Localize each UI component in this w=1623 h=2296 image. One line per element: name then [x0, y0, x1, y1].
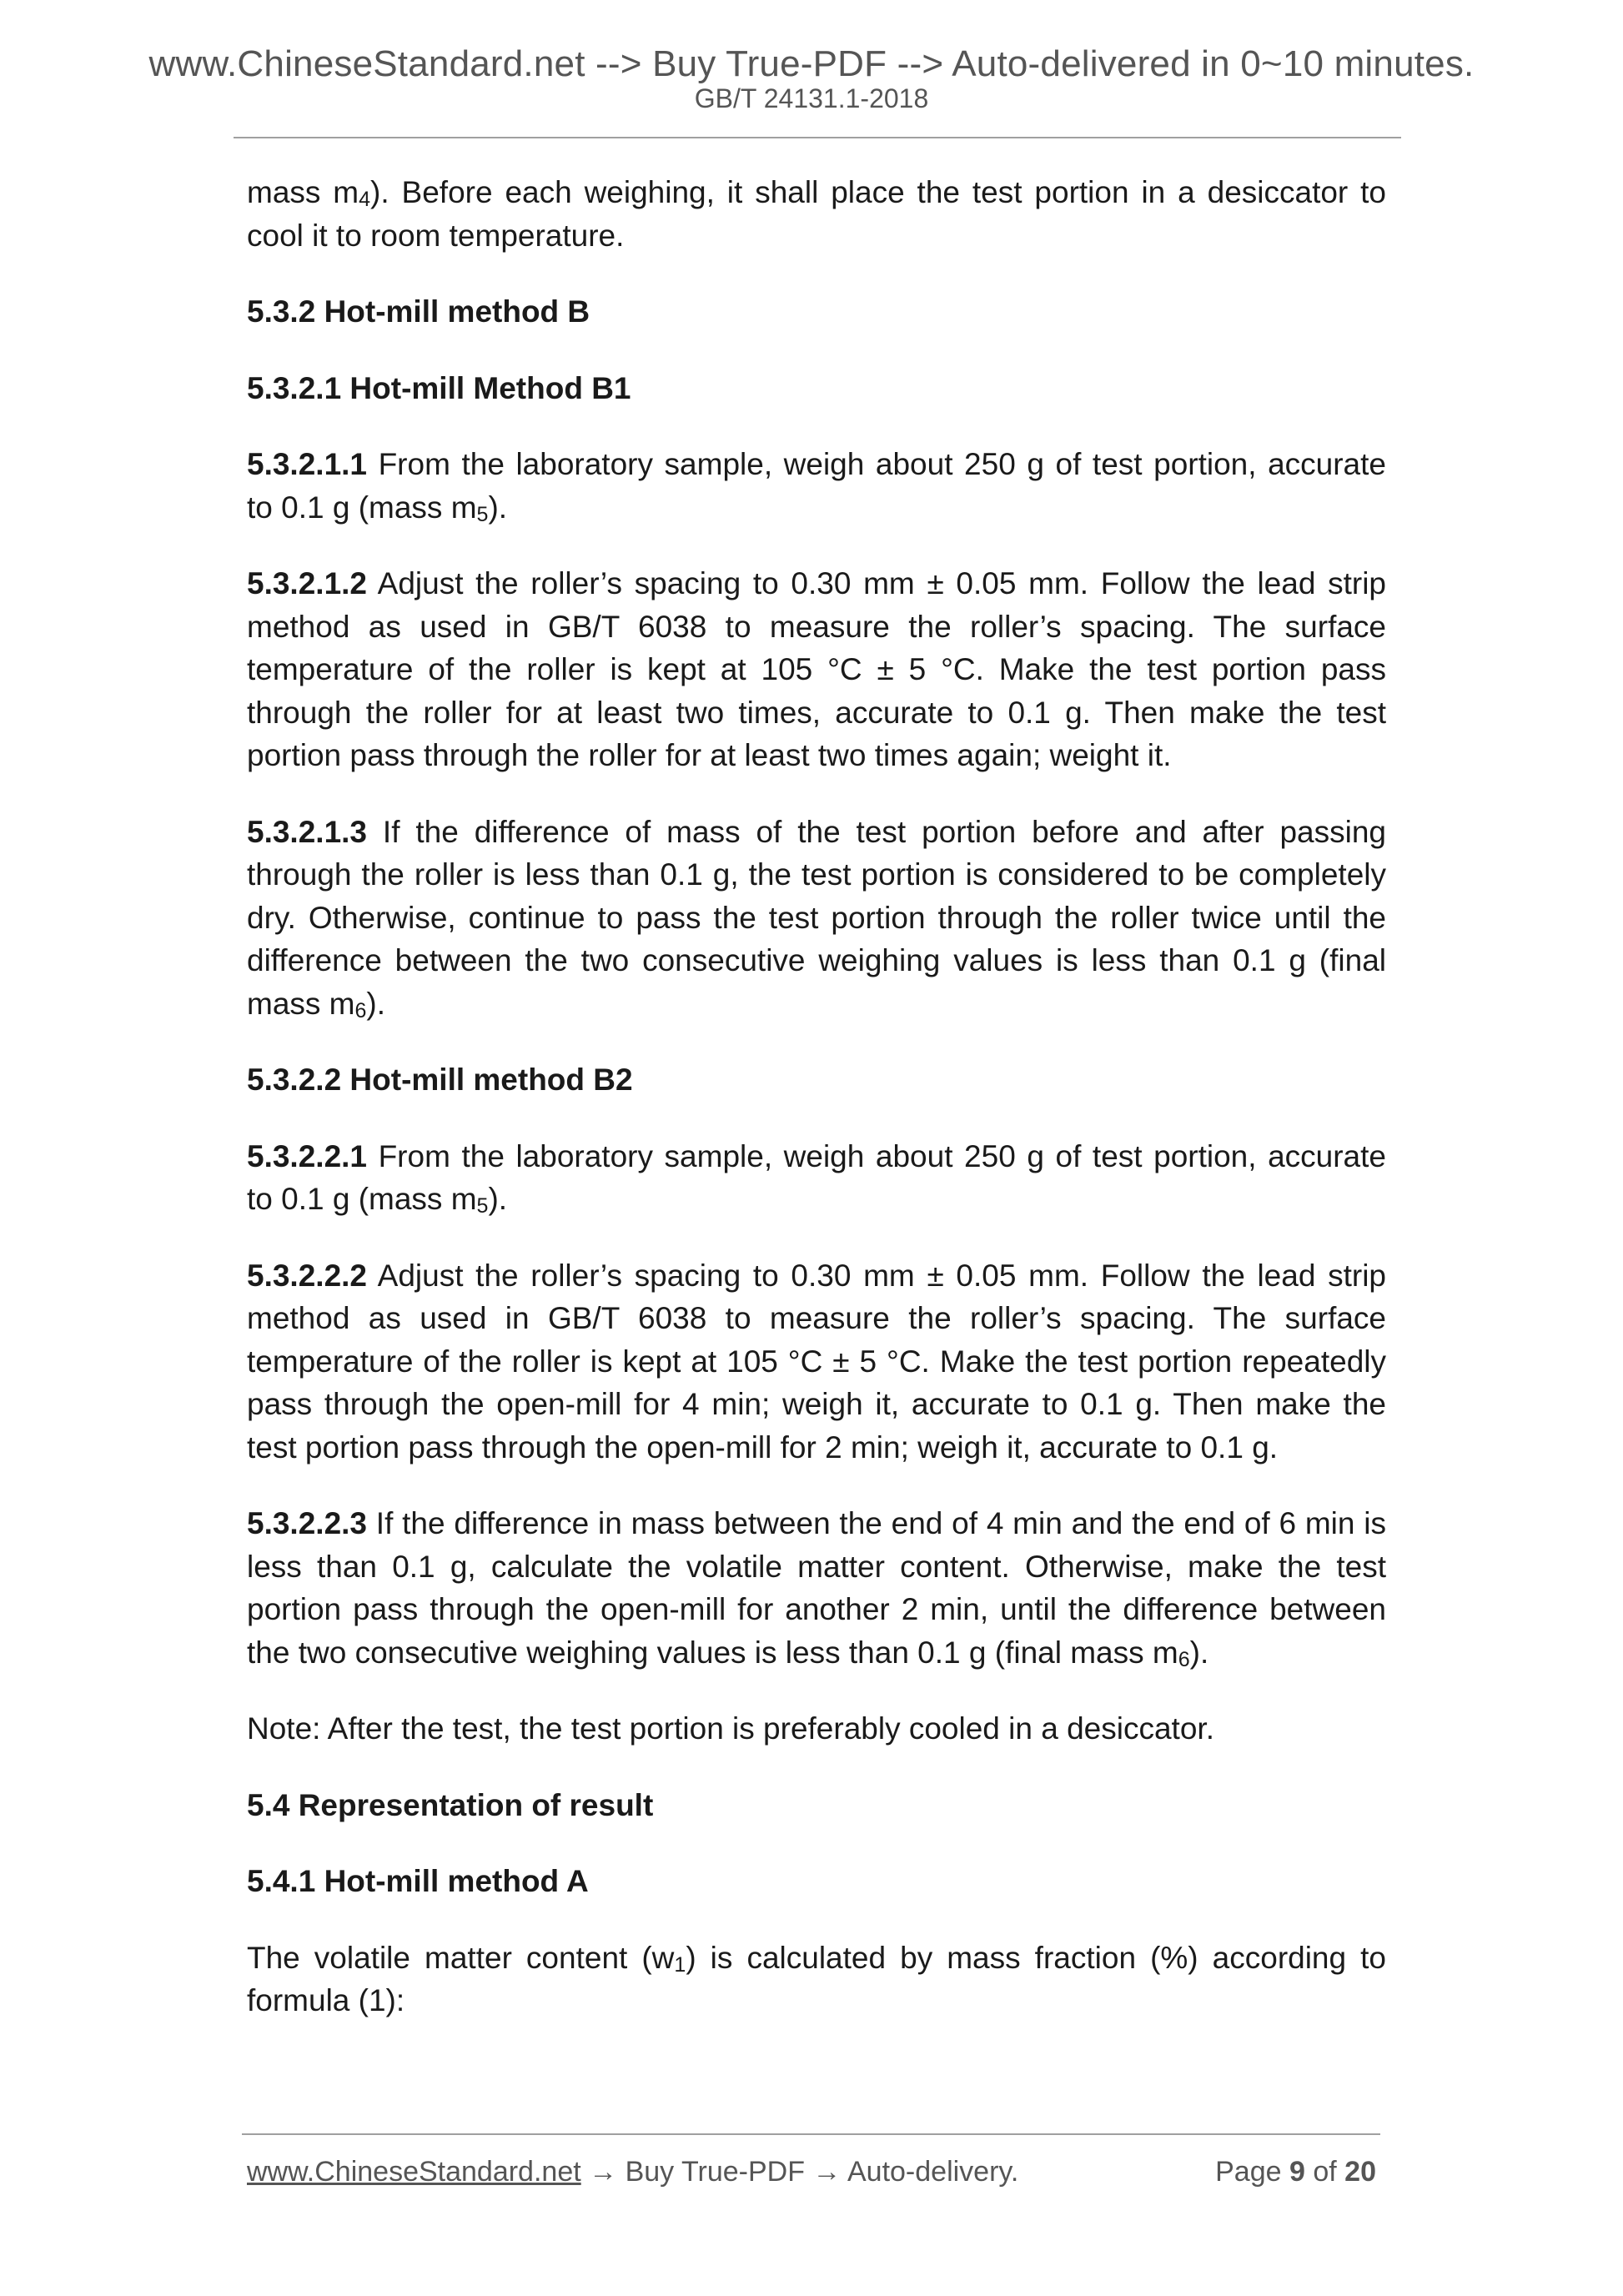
heading-5-3-2-1: 5.3.2.1 Hot-mill Method B1 [247, 370, 631, 405]
footer-divider [242, 2133, 1380, 2135]
footer-delivery-text: → Buy True-PDF → Auto-delivery. [580, 2156, 1019, 2188]
note: Note: After the test, the test portion is preferably cooled in a desiccator. [247, 1711, 1214, 1746]
paragraph-5-3-2-2-1: 5.3.2.2.1 From the laboratory sample, weigh about 250 g of test portion, accurate to 0.1 g (mass $m_5$). [247, 1138, 1386, 1218]
paragraph-5-3-2-1-3: 5.3.2.1.3 If the difference of mass of the test portion before and after passing through the roller is less than 0.1 g, the test portion is considered to be completely dry. Otherwise, continue to pass the test portion through the roller twice until the difference between the two consecutive weighing values is less than 0.1 g (final mass $m_6$). [247, 814, 1386, 1022]
paragraph-5-3-2-1-1: 5.3.2.1.1 From the laboratory sample, weigh about 250 g of test portion, accurate to 0.1 g (mass $m_5$). [247, 447, 1386, 526]
footer-site-link[interactable]: www.ChineseStandard.net [247, 2156, 581, 2188]
paragraph-5-3-2-2-2: 5.3.2.2.2 Adjust the roller’s spacing to 0.30 mm ± 0.05 mm. Follow the lead strip method as used in GB/T 6038 to measure the roller’s spacing. The surface temperature of the roller is kept at 105 °C ± 5 °C. Make the test portion repeatedly pass through the open-mill for 4 min; weigh it, accurate to 0.1 g. Then make the test portion pass through the open-mill for 2 min; weigh it, accurate to 0.1 g. [247, 1258, 1386, 1465]
site-banner: www.ChineseStandard.net --> Buy True-PDF --> Auto-delivered in 0~10 minutes. [148, 43, 1475, 84]
heading-5-4: 5.4 Representation of result [247, 1787, 654, 1822]
paragraph-5-4-1: The volatile matter content $(w_1)$ is calculated by mass fraction (%) according to formula (1): [247, 1940, 1386, 2017]
page-content [247, 171, 1386, 2056]
paragraph-5-3-2-1-2: 5.3.2.1.2 Adjust the roller’s spacing to 0.30 mm ± 0.05 mm. Follow the lead strip method as used in GB/T 6038 to measure the roller’s spacing. The surface temperature of the roller is kept at 105 °C ± 5 °C. Make the test portion pass through the roller for at least two times, accurate to 0.1 g. Then make the test portion pass through the roller for at least two times again; weight it. [247, 566, 1386, 772]
heading-5-3-2-2: 5.3.2.2 Hot-mill method B2 [247, 1063, 633, 1097]
heading-5-4-1: 5.4.1 Hot-mill method A [247, 1864, 589, 1898]
heading-5-3-2: 5.3.2 Hot-mill method B [247, 294, 590, 329]
page-indicator: Page 9 of 20 [1215, 2156, 1376, 2188]
current-page-number: 9 [1289, 2156, 1305, 2188]
document-id: GB/T 24131.1-2018 [694, 83, 929, 113]
footer-links [247, 2156, 1018, 2188]
paragraph-5-3-2-2-3: 5.3.2.2.3 If the difference in mass between the end of 4 min and the end of 6 min is less than 0.1 g, calculate the volatile matter content. Otherwise, make the test portion pass through the open-mill for another 2 min, until the difference between the two consecutive weighing values is less than 0.1 g (final mass $m_6$). [247, 1506, 1386, 1671]
paragraph-intro: mass $m_4$). Before each weighing, it shall place the test portion in a desiccator to cool it to room temperature. [247, 175, 1386, 253]
total-pages-number: 20 [1344, 2156, 1376, 2188]
header-divider [234, 137, 1401, 138]
